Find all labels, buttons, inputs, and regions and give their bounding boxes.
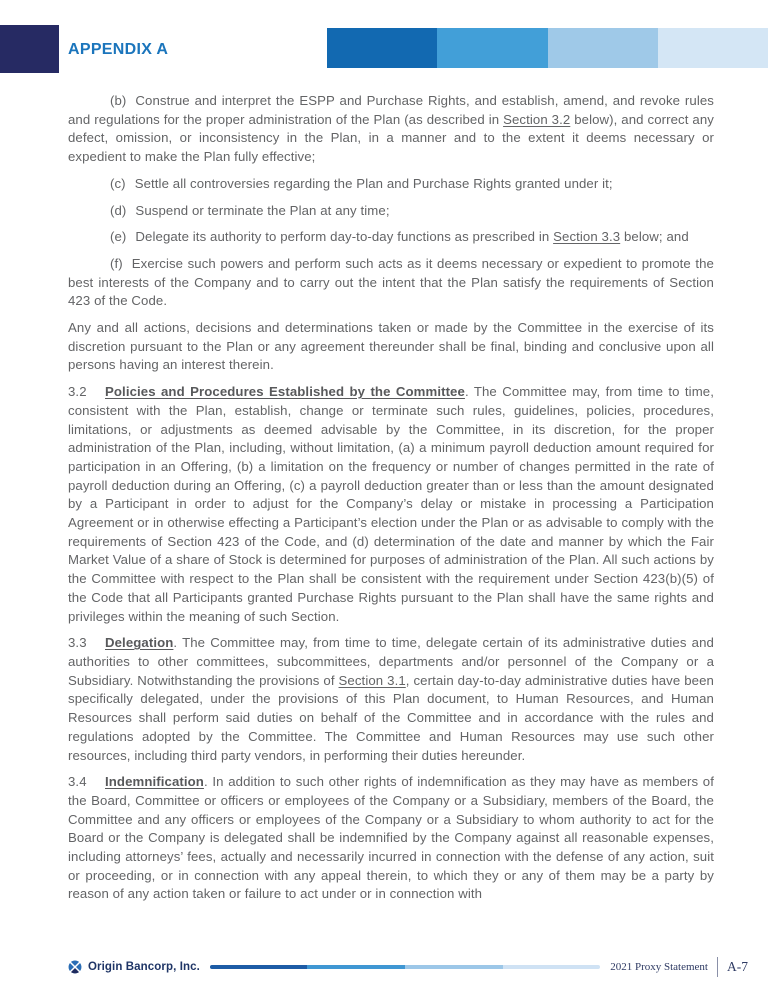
section-number-3-3: 3.3 <box>68 635 87 651</box>
gradient-bar-segment-4 <box>658 28 768 68</box>
document-body <box>68 92 714 912</box>
page-number: A-7 <box>727 959 748 974</box>
item-label-f: (f) <box>110 255 123 271</box>
paragraph-item-f: (f) Exercise such powers and perform such acts as it deems necessary or expedient to promote the best interests of the Company and to carry out the intent that the Plan satisfy the requirements of Section 423 of the Code. <box>68 255 714 309</box>
page-title: APPENDIX A <box>68 41 169 58</box>
footer-line-segment-2 <box>307 965 405 969</box>
footer-divider <box>717 957 718 977</box>
section-3-2-reference[interactable]: Section 3.2 <box>503 111 571 127</box>
footer-line-segment-3 <box>405 965 503 969</box>
paragraph-item-d: (d) Suspend or terminate the Plan at any time; <box>110 202 390 218</box>
section-number-3-4: 3.4 <box>68 774 87 790</box>
paragraph-section-3-4: 3.4 Indemnification. In addition to such other rights of indemnification as they may have as members of the Board, Committee or officers or employees of the Company or a Subsidiary, members of the Board, the Committee and any officers or employees of the Company or a Subsidiary to whom authority to act for the Board or the Company is delegated shall be indemnified by the Company against all reasonable expenses, including attorneys’ fees, actually and necessarily incurred in connection with the defense of any action, suit or proceeding, or in connection with any appeal therein, to which they or any of them may be a party by reason of any action taken or failure to act under or in connection with <box>68 774 714 902</box>
header-gradient-bar <box>327 28 768 68</box>
footer-line-segment-4 <box>503 965 601 969</box>
paragraph-item-b: (b) Construe and interpret the ESPP and Purchase Rights, and establish, amend, and revoke rules and regulations for the proper administration of the Plan (as described in Section 3.2 below), and correct any defect, omission, or inconsistency in the Plan, in a manner and to the extent it deems necessary or expedient to make the Plan fully effective; <box>68 93 714 165</box>
gradient-bar-segment-3 <box>548 28 658 68</box>
company-name: Origin Bancorp, Inc. <box>88 961 200 973</box>
page-footer <box>68 954 748 980</box>
section-heading-3-4: Indemnification <box>105 774 204 790</box>
footer-line-segment-1 <box>210 965 308 969</box>
origin-bancorp-logo-icon <box>68 960 82 974</box>
section-heading-3-3: Delegation <box>105 635 174 651</box>
item-label-b: (b) <box>110 93 127 108</box>
section-3-1-reference[interactable]: Section 3.1 <box>338 672 406 688</box>
paragraph-item-c: (c) Settle all controversies regarding the Plan and Purchase Rights granted under it; <box>110 175 613 191</box>
gradient-bar-segment-1 <box>327 28 437 68</box>
item-label-d: (d) <box>110 202 127 218</box>
section-number-3-2: 3.2 <box>68 384 87 400</box>
item-label-e: (e) <box>110 229 127 245</box>
header-accent-square <box>0 25 59 73</box>
section-heading-3-2: Policies and Procedures Established by the Committee <box>105 384 465 400</box>
gradient-bar-segment-2 <box>437 28 547 68</box>
footer-gradient-line <box>210 965 600 969</box>
item-label-c: (c) <box>110 175 126 191</box>
section-3-3-reference[interactable]: Section 3.3 <box>553 229 621 245</box>
paragraph-item-e: (e) Delegate its authority to perform day-to-day functions as prescribed in Section 3.3 below; and <box>110 229 689 245</box>
paragraph-section-3-3: 3.3 Delegation. The Committee may, from time to time, delegate certain of its administrative duties and authorities to other committees, subcommittees, departments and/or personnel of the Company or a Subsidiary. Notwithstanding the provisions of Section 3.1, certain day-to-day administrative duties have been specifically delegated, under the provisions of this Plan document, to Human Resources, and Human Resources shall perform said duties on behalf of the Committee and in accordance with the rules and regulations adopted by the Committee. The Committee and Human Resources may use such other resources, including third party vendors, in performing their duties hereunder. <box>68 635 714 763</box>
footer-doc-title: 2021 Proxy Statement <box>610 961 708 973</box>
paragraph-section-3-2: 3.2 Policies and Procedures Established by the Committee. The Committee may, from time to time, consistent with the Plan, establish, change or terminate such rules, guidelines, policies, procedures, limitations, or adjustments as deemed advisable by the Committee, in its discretion, for the proper administration of the Plan, including, without limitation, (a) a minimum payroll deduction amount required for participation in an Offering, (b) a limitation on the frequency or number of changes permitted in the rate of payroll deduction during an Offering, (c) a payroll deduction greater than or less than the amount designated by a Participant in order to adjust for the Company’s delay or mistake in processing a Participation Agreement or in otherwise effecting a Participant’s election under the Plan or as advisable to comply with the requirements of Section 423 of the Code, and (d) determination of the date and manner by which the Fair Market Value of a share of Stock is determined for purposes of administration of the Plan. All such actions by the Committee with respect to the Plan shall be consistent with the requirement under Section 423(b)(5) of the Code that all Participants granted Purchase Rights pursuant to the Plan shall have the same rights and privileges within the meaning of such Section. <box>68 384 714 624</box>
paragraph-committee-actions: Any and all actions, decisions and determinations taken or made by the Committee in the exercise of its discretion pursuant to the Plan or any agreement thereunder shall be final, binding and conclusive upon all persons having an interest therein. <box>68 320 714 373</box>
